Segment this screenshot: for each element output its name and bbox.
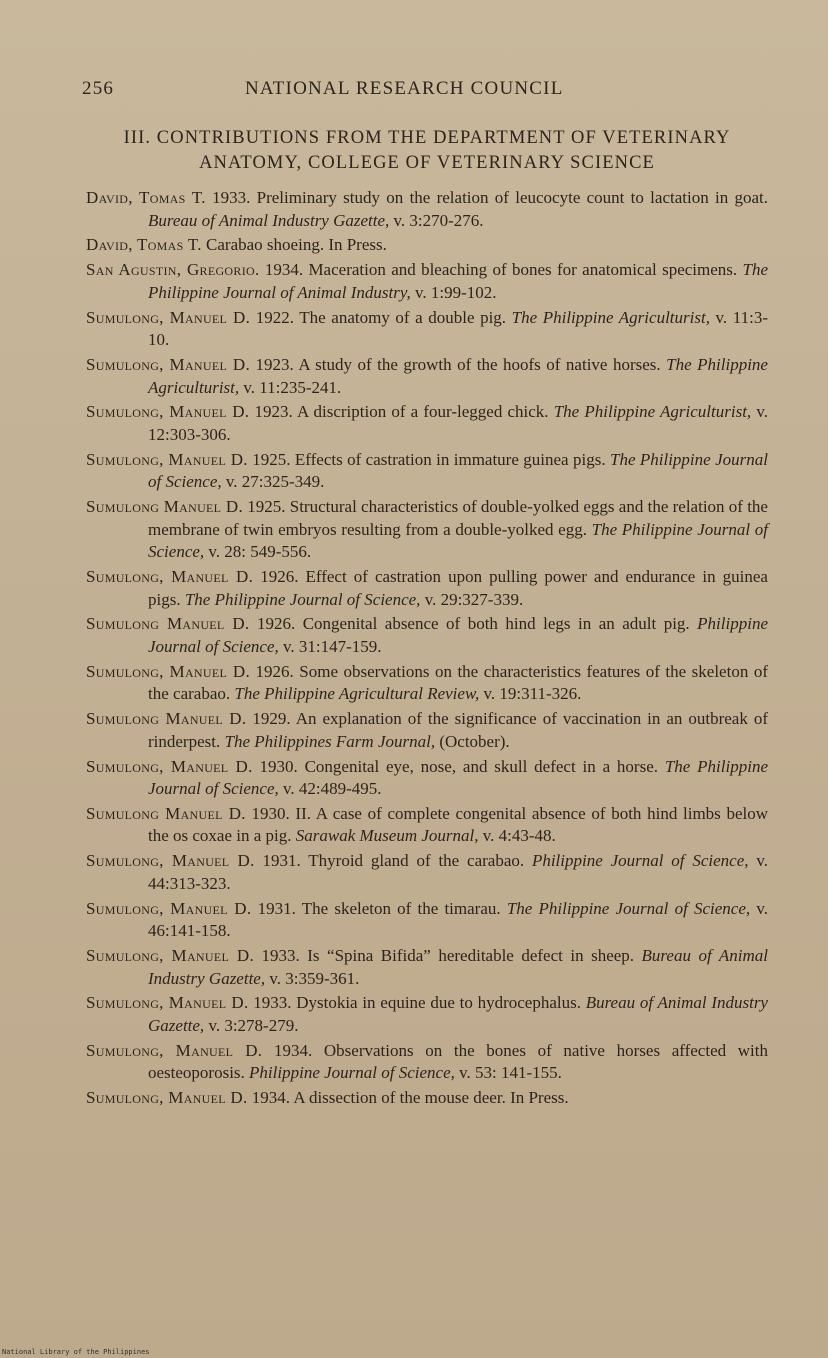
entry-ref: v. 28: 549-556. [204, 542, 312, 562]
entry-journal: Philippine Journal of Science, [249, 1063, 455, 1083]
entry-journal: The Philippine Agriculturist, [148, 354, 768, 397]
entry-journal: Sarawak Museum Journal, [295, 826, 479, 846]
entry-author: Sumulong, Manuel D. [86, 993, 249, 1013]
entry-ref: v. 3:278-279. [204, 1015, 299, 1035]
entry-ref: v. 1:99-102. [410, 282, 497, 302]
bibliography-entry [86, 756, 768, 801]
entry-author: San Agustin, Gregorio. [86, 260, 260, 280]
entry-author: Sumulong, Manuel D. [86, 402, 250, 422]
entry-ref: v. 44:313-323. [148, 851, 768, 893]
bibliography-entry [86, 354, 768, 399]
library-footer: National Library of the Philippines [2, 1348, 150, 1356]
entry-author: Sumulong Manuel D. [86, 497, 243, 517]
entry-text: 1931. Thyroid gland of the carabao. [254, 851, 532, 871]
entry-author: Sumulong, Manuel D. [86, 1088, 248, 1108]
entry-ref: v. 42:489-495. [278, 779, 382, 799]
bibliography-entry [86, 401, 768, 446]
entry-author: Sumulong, Manuel D. [86, 851, 255, 871]
bibliography-entry [86, 566, 768, 611]
entry-journal: The Philippine Journal of Animal Industry, [148, 260, 768, 302]
entry-author: Sumulong, Manuel D. [86, 307, 251, 327]
entry-journal: Bureau of Animal Industry Gazette, [148, 993, 768, 1035]
section-title-line1: III. CONTRIBUTIONS FROM THE DEPARTMENT OF VETERINARY [123, 128, 731, 148]
entry-ref: v. 3:359-361. [265, 968, 360, 988]
entry-author: Sumulong, Manuel D. [86, 661, 251, 681]
entry-text: 1923. A study of the growth of the hoofs of native horses. [250, 354, 667, 374]
entry-journal: The Philippine Journal of Science, [148, 519, 768, 562]
entry-author: Sumulong Manuel D. [86, 803, 246, 823]
bibliography-entry [86, 307, 768, 352]
bibliography-entry [86, 661, 768, 706]
entry-ref: v. 27:325-349. [221, 472, 325, 492]
bibliography-entry [86, 898, 768, 943]
entry-journal: The Philippine Agricultural Review, [234, 684, 480, 704]
entry-text: 1926. Congenital absence of both hind legs in an adult pig. [249, 614, 698, 634]
entry-text: 1931. The skeleton of the timarau. [251, 898, 507, 918]
running-head: NATIONAL RESEARCH COUNCIL [245, 78, 564, 99]
entry-text: 1922. The anatomy of a double pig. [250, 307, 512, 327]
entry-journal: The Philippine Journal of Science, [148, 449, 768, 492]
entry-journal: Philippine Journal of Science, [531, 851, 749, 871]
entry-journal: The Philippine Journal of Science, [506, 898, 751, 918]
entry-text: 1923. A discription of a four-legged chick. [249, 402, 554, 422]
entry-ref: v. 19:311-326. [479, 684, 582, 704]
entry-journal: The Philippine Agriculturist, [511, 307, 710, 327]
entry-journal: The Philippines Farm Journal, [224, 731, 436, 751]
entry-ref: v. 12:303-306. [148, 402, 768, 444]
entry-text: Carabao shoeing. In Press. [201, 235, 387, 255]
entry-author: Sumulong, Manuel D. [86, 354, 251, 374]
entry-text: 1930. Congenital eye, nose, and skull defect in a horse. [252, 756, 665, 776]
entry-author: David, Tomas T. [86, 188, 206, 207]
entry-journal: The Philippine Agriculturist, [553, 402, 752, 422]
bibliography-entry [86, 803, 768, 848]
bibliography-entry [86, 708, 768, 753]
entry-text: 1925. Effects of castration in immature guinea pigs. [247, 449, 610, 469]
entry-text: 1930. II. A case of complete congenital absence of both hind limbs below the os coxae in a pig. [148, 803, 768, 846]
entry-author: Sumulong Manuel D. [86, 709, 247, 729]
entry-text: 1933. Preliminary study on the relation of leucocyte count to lactation in goat. [205, 188, 768, 207]
page-number: 256 [82, 78, 115, 99]
entry-author: Sumulong, Manuel D. [86, 567, 254, 586]
bibliography-entry [86, 850, 768, 895]
entry-ref: v. 46:141-158. [148, 898, 768, 941]
entry-journal: The Philippine Journal of Science, [184, 589, 421, 609]
entry-ref: (October). [435, 731, 510, 751]
bibliography-entry [86, 496, 768, 564]
entry-text: 1925. Structural characteristics of double-yolked eggs and the relation of the membrane of twin embryos resulting from a double-yolked egg. [148, 497, 768, 539]
entry-text: 1926. Effect of castration upon pulling power and endurance in guinea pigs. [148, 567, 768, 609]
entry-text: 1934. Observations on the bones of native horses affected with oesteoporosis. [148, 1040, 768, 1083]
entry-journal: Bureau of Animal Industry Gazette, [148, 946, 768, 988]
bibliography-entry [86, 449, 768, 494]
entry-ref: v. 11:3-10. [148, 307, 768, 350]
entry-ref: v. 53: 141-155. [454, 1063, 562, 1083]
entry-author: Sumulong, Manuel D. [86, 946, 255, 965]
entry-author: Sumulong Manuel D. [86, 614, 250, 634]
entry-text: 1933. Is “Spina Bifida” hereditable defect in sheep. [254, 946, 642, 965]
entry-author: Sumulong, Manuel D. [86, 898, 252, 918]
entry-journal: Bureau of Animal Industry Gazette, [148, 210, 390, 230]
section-title-line2: ANATOMY, COLLEGE OF VETERINARY SCIENCE [199, 153, 655, 173]
bibliography-entry [86, 259, 768, 304]
entry-ref: v. 3:270-276. [389, 210, 484, 230]
entry-author: Sumulong, Manuel D. [86, 756, 253, 776]
entry-text: 1933. Dystokia in equine due to hydrocephalus. [248, 993, 586, 1013]
entry-text: 1929. An explanation of the significance of vaccination in an outbreak of rinderpest. [148, 709, 768, 751]
bibliography-list [86, 187, 768, 1112]
entry-author: Sumulong, Manuel D. [86, 449, 248, 469]
entry-text: 1934. Maceration and bleaching of bones for anatomical specimens. [259, 260, 743, 280]
entry-journal: Philippine Journal of Science, [148, 614, 768, 656]
entry-ref: v. 11:235-241. [239, 377, 342, 397]
entry-author: David, Tomas T. [86, 235, 202, 255]
bibliography-entry [86, 992, 768, 1037]
bibliography-entry [86, 234, 768, 257]
bibliography-entry [86, 187, 768, 232]
bibliography-entry [86, 945, 768, 990]
entry-journal: The Philippine Journal of Science, [148, 756, 768, 799]
entry-ref: v. 31:147-159. [278, 636, 382, 656]
entry-ref: v. 29:327-339. [420, 589, 524, 609]
entry-author: Sumulong, Manuel D. [86, 1040, 263, 1060]
section-title [82, 126, 772, 176]
bibliography-entry [86, 613, 768, 658]
entry-text: 1926. Some observations on the characteristics features of the skeleton of the carabao. [148, 661, 768, 704]
entry-text: 1934. A dissection of the mouse deer. In Press. [247, 1088, 569, 1108]
entry-ref: v. 4:43-48. [478, 826, 556, 846]
bibliography-entry [86, 1040, 768, 1085]
bibliography-entry [86, 1087, 768, 1110]
